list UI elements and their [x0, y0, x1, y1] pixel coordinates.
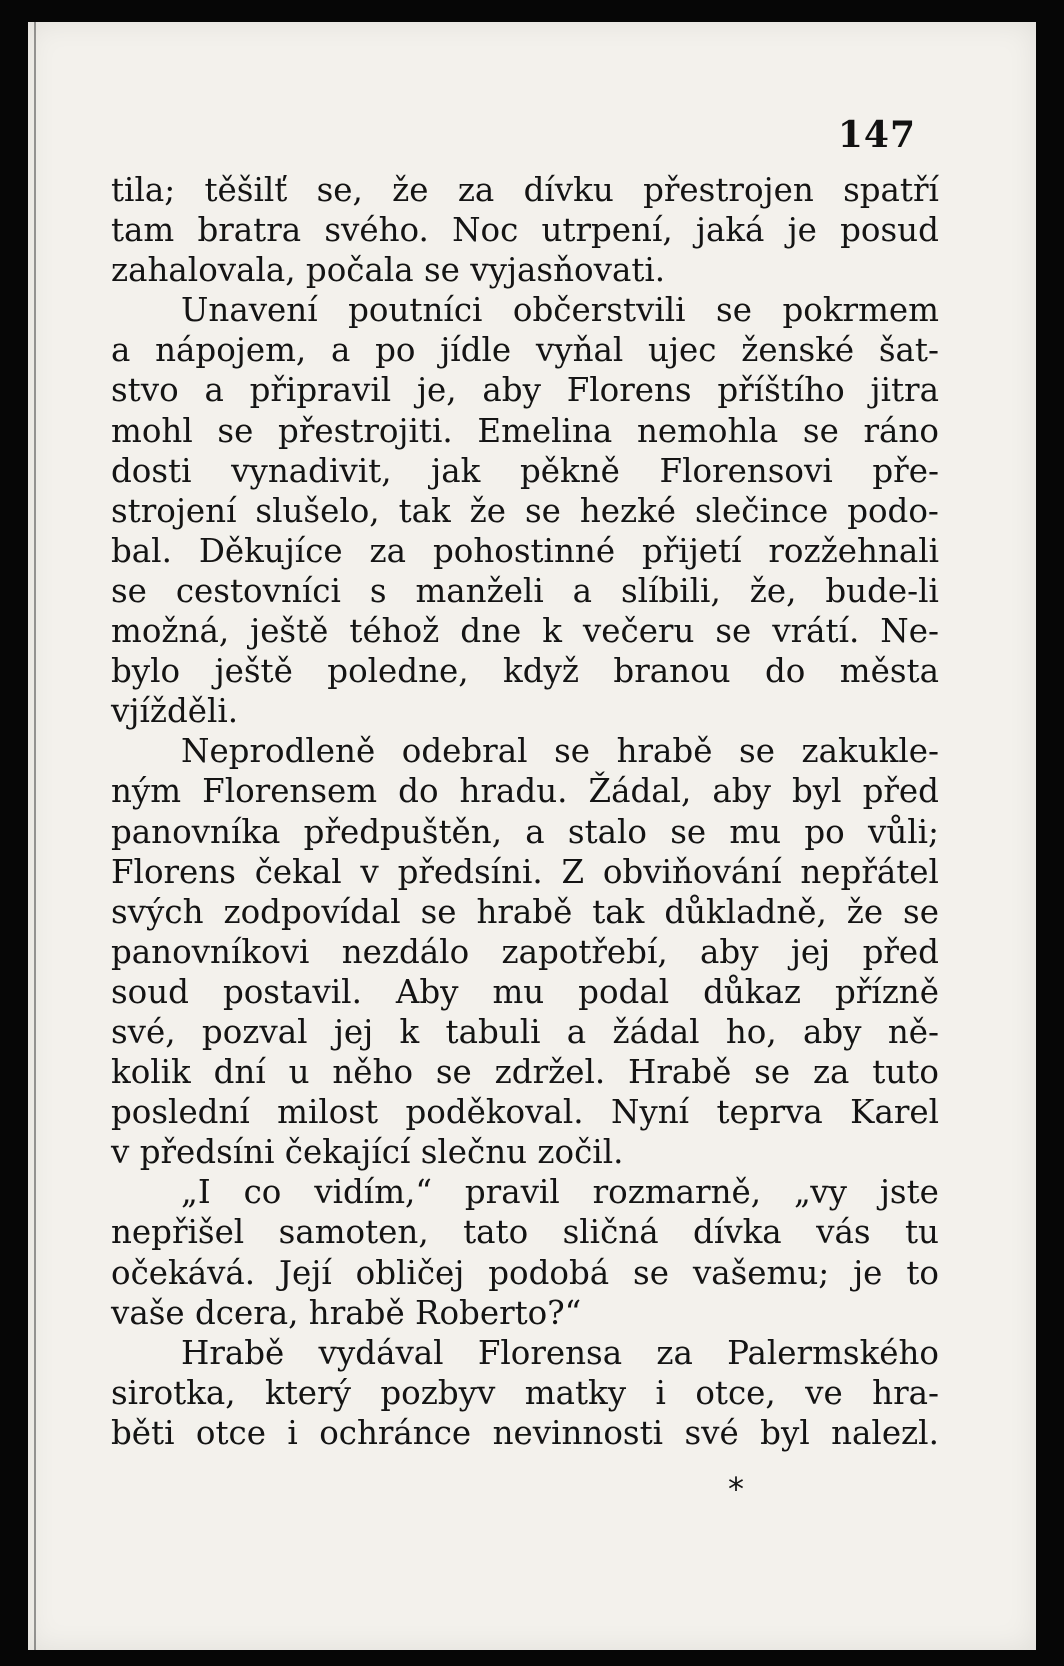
- text-line: v předsíni čekající slečnu zočil.: [111, 1133, 624, 1172]
- text-line: mohl se přestrojiti. Emelina nemohla se ráno: [111, 411, 939, 450]
- text-line: soud postavil. Aby mu podal důkaz přízně: [111, 972, 939, 1011]
- section-ornament: *: [728, 1470, 744, 1508]
- text-line: sirotka, který pozbyv matky i otce, ve hra-: [111, 1373, 939, 1412]
- text-line: svých zodpovídal se hrabě tak důkladně, že se: [111, 892, 939, 931]
- page-number: 147: [837, 114, 916, 156]
- text-line: stvo a připravil je, aby Florens příštího jitra: [111, 371, 939, 410]
- text-line: Hrabě vydával Florensa za Palermského: [181, 1333, 939, 1372]
- text-line: nepřišel samoten, tato sličná dívka vás tu: [111, 1213, 939, 1252]
- book-page: [28, 22, 1036, 1650]
- text-line: možná, ještě téhož dne k večeru se vrátí. Ne-: [111, 612, 939, 651]
- text-line: ným Florensem do hradu. Žádal, aby byl před: [111, 772, 939, 811]
- text-line: se cestovníci s manželi a slíbili, že, bude-li: [111, 571, 939, 610]
- text-line: a nápojem, a po jídle vyňal ujec ženské šat-: [111, 331, 939, 370]
- text-line: strojení slušelo, tak že se hezké slečince podo-: [111, 491, 939, 530]
- text-line: „I co vidím,“ pravil rozmarně, „vy jste: [181, 1173, 939, 1212]
- text-line: dosti vynadivit, jak pěkně Florensovi pře-: [111, 451, 939, 490]
- text-line: běti otce i ochránce nevinnosti své byl nalezl.: [111, 1413, 939, 1452]
- text-line: vjížděli.: [111, 692, 239, 731]
- text-line: tam bratra svého. Noc utrpení, jaká je posud: [111, 211, 939, 250]
- text-line: Neprodleně odebral se hrabě se zakukle-: [181, 732, 939, 771]
- text-line: tila; těšilť se, že za dívku přestrojen spatří: [111, 171, 939, 209]
- text-line: zahalovala, počala se vyjasňovati.: [111, 251, 666, 290]
- text-line: kolik dní u něho se zdržel. Hrabě se za tuto: [111, 1053, 939, 1092]
- body-text: [111, 170, 939, 1453]
- text-line: poslední milost poděkoval. Nyní teprva Karel: [111, 1093, 939, 1132]
- text-line: Unavení poutníci občerstvili se pokrmem: [181, 291, 939, 330]
- text-line: vaše dcera, hrabě Roberto?“: [111, 1293, 582, 1332]
- text-line: očekává. Její obličej podobá se vašemu; je to: [111, 1253, 939, 1292]
- text-line: panovníkovi nezdálo zapotřebí, aby jej před: [111, 932, 939, 971]
- text-line: bal. Děkujíce za pohostinné přijetí rozžehnali: [111, 531, 939, 570]
- text-line: bylo ještě poledne, když branou do města: [111, 652, 939, 691]
- text-line: panovníka předpuštěn, a stalo se mu po vůli;: [111, 812, 939, 851]
- text-line: své, pozval jej k tabuli a žádal ho, aby ně-: [111, 1012, 939, 1051]
- text-line: Florens čekal v předsíni. Z obviňování nepřátel: [111, 852, 939, 891]
- page-edge-rule: [34, 22, 36, 1650]
